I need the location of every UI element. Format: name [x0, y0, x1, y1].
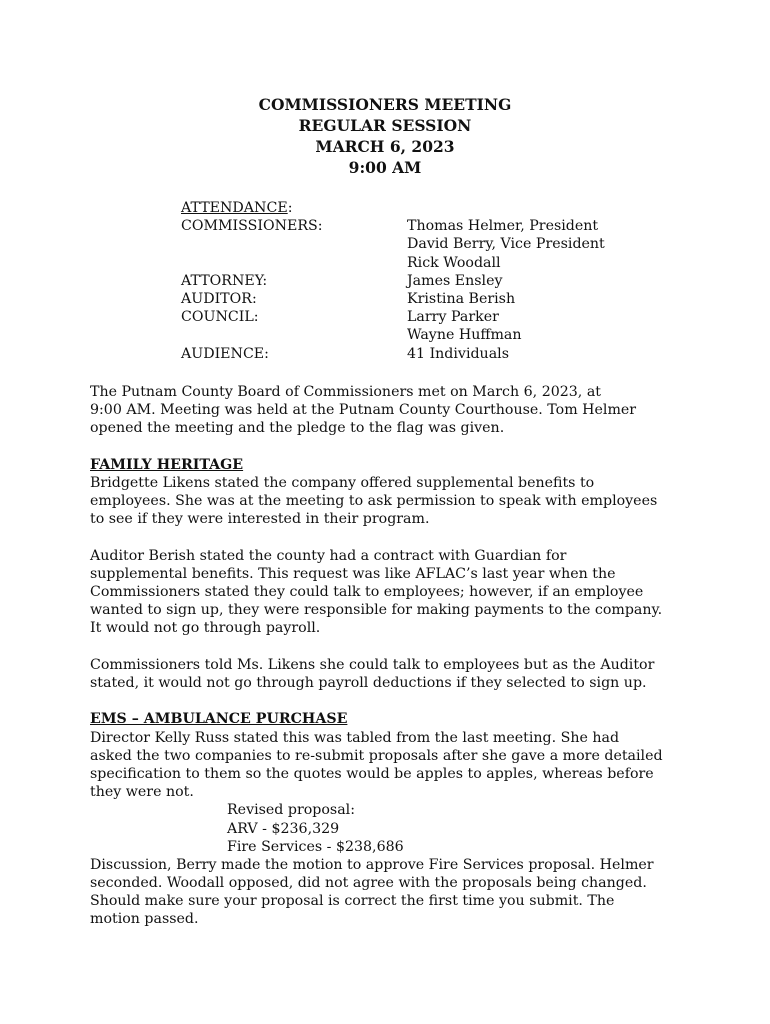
minutes-body [90, 383, 690, 929]
paragraph-line: Commissioners told Ms. Likens she could talk to employees but as the Auditor [90, 656, 655, 673]
paragraph-line: seconded. Woodall opposed, did not agree with the proposals being changed. [90, 875, 647, 892]
ems-paragraph-1 [90, 729, 690, 802]
paragraph-line: asked the two companies to re-submit proposals after she gave a more detailed [90, 747, 663, 764]
paragraph-line: wanted to sign up, they were responsible for making payments to the company. [90, 602, 663, 619]
meeting-time: 9:00 AM [348, 158, 422, 177]
attendance-role: COMMISSIONERS: [181, 218, 323, 235]
attendance-row [181, 235, 661, 253]
attendance-row [181, 254, 661, 272]
attendance-heading-text: ATTENDANCE [181, 200, 288, 216]
attendance-role: AUDIENCE: [181, 345, 269, 362]
attendance-section [181, 199, 661, 363]
paragraph-line: stated, it would not go through payroll deductions if they selected to sign up. [90, 675, 647, 691]
intro-paragraph [90, 383, 690, 438]
attendance-name: Kristina Berish [407, 290, 516, 307]
meeting-date: MARCH 6, 2023 [315, 137, 455, 156]
attendance-name: Larry Parker [407, 309, 499, 326]
family-heritage-paragraph-3 [90, 656, 690, 692]
attendance-name: James Ensley [407, 272, 503, 289]
document-header [0, 94, 770, 178]
paragraph-line: to see if they were interested in their program. [90, 511, 430, 528]
attendance-row [181, 345, 661, 363]
attendance-name: 41 Individuals [407, 345, 509, 362]
attendance-row [181, 326, 661, 344]
attendance-name: Wayne Huffman [407, 327, 522, 344]
paragraph-line: Should make sure your proposal is correct the first time you submit. The [90, 893, 615, 910]
paragraph-line: motion passed. [90, 911, 199, 928]
revised-proposal-list [90, 801, 690, 856]
paragraph-line: specification to them so the quotes would be apples to apples, whereas before [90, 765, 654, 782]
attendance-role: ATTORNEY: [181, 272, 268, 289]
paragraph-line: supplemental benefits. This request was like AFLAC’s last year when the [90, 565, 616, 582]
paragraph-line: Bridgette Likens stated the company offered supplemental benefits to [90, 474, 595, 491]
section-title-ems: EMS – AMBULANCE PURCHASE [90, 711, 348, 728]
paragraph-line: Auditor Berish stated the county had a contract with Guardian for [90, 547, 567, 564]
paragraph-line: 9:00 AM. Meeting was held at the Putnam County Courthouse. Tom Helmer [90, 402, 637, 419]
attendance-name: David Berry, Vice President [407, 236, 605, 253]
proposal-item: ARV - $236,329 [227, 820, 340, 837]
family-heritage-paragraph-1 [90, 474, 690, 529]
attendance-name: Rick Woodall [407, 254, 501, 271]
attendance-role: COUNCIL: [181, 309, 259, 326]
paragraph-line: they were not. [90, 784, 194, 801]
paragraph-line: It would not go through payroll. [90, 620, 321, 637]
paragraph-line: opened the meeting and the pledge to the flag was given. [90, 420, 505, 437]
paragraph-line: The Putnam County Board of Commissioners met on March 6, 2023, at [90, 384, 601, 400]
paragraph-line: Director Kelly Russ stated this was tabled from the last meeting. She had [90, 729, 620, 746]
family-heritage-paragraph-2 [90, 547, 690, 638]
attendance-role [181, 326, 407, 344]
attendance-role [181, 235, 407, 253]
attendance-row [181, 272, 661, 290]
session-type: REGULAR SESSION [298, 116, 472, 135]
attendance-role [181, 254, 407, 272]
paragraph-line: Commissioners stated they could talk to employees; however, if an employee [90, 584, 644, 601]
proposal-item: Fire Services - $238,686 [227, 838, 404, 855]
attendance-row [181, 308, 661, 326]
ems-paragraph-2 [90, 856, 690, 929]
attendance-heading-colon: : [287, 200, 293, 216]
meeting-title: COMMISSIONERS MEETING [258, 95, 512, 114]
attendance-role: AUDITOR: [181, 290, 257, 307]
attendance-heading [181, 199, 292, 217]
proposal-heading: Revised proposal: [227, 802, 355, 819]
paragraph-line: employees. She was at the meeting to ask permission to speak with employees [90, 493, 658, 510]
section-title-family-heritage: FAMILY HERITAGE [90, 456, 244, 473]
paragraph-line: Discussion, Berry made the motion to approve Fire Services proposal. Helmer [90, 856, 654, 873]
attendance-row [181, 217, 661, 235]
attendance-row [181, 290, 661, 308]
attendance-heading-row [181, 199, 661, 217]
attendance-name: Thomas Helmer, President [407, 218, 599, 235]
